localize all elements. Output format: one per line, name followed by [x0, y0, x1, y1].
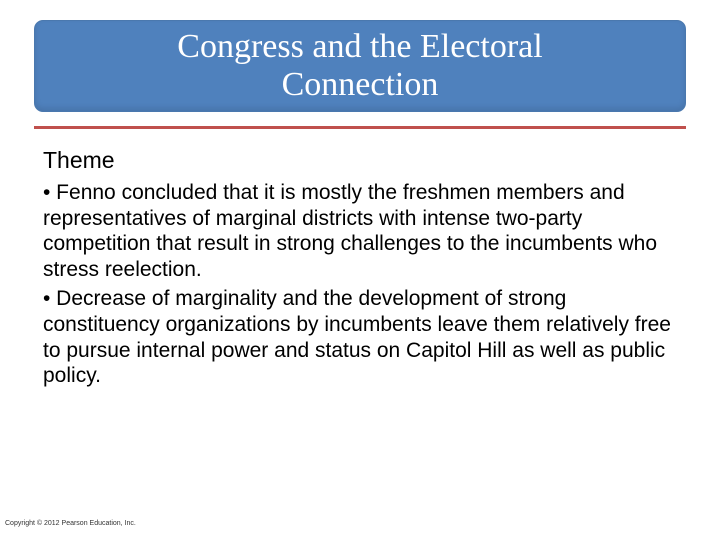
title-line-2: Connection	[281, 66, 439, 103]
slide-body	[43, 146, 683, 393]
bullet-marginality: • Decrease of marginality and the development of strong constituency organizations by incumbents leave them relatively free to pursue internal power and status on Capitol Hill as well as public policy.	[43, 287, 671, 388]
title-divider	[34, 126, 686, 129]
title-banner	[34, 20, 686, 112]
bullet-fenno: • Fenno concluded that it is mostly the freshmen members and representatives of marginal districts with intense two-party competition that result in strong challenges to the incumbents who stress reelection.	[43, 181, 658, 281]
copyright-footer: Copyright © 2012 Pearson Education, Inc.	[5, 520, 136, 527]
theme-heading: Theme	[43, 147, 115, 173]
title-line-1: Congress and the Electoral	[177, 28, 543, 65]
slide-title	[35, 28, 685, 104]
